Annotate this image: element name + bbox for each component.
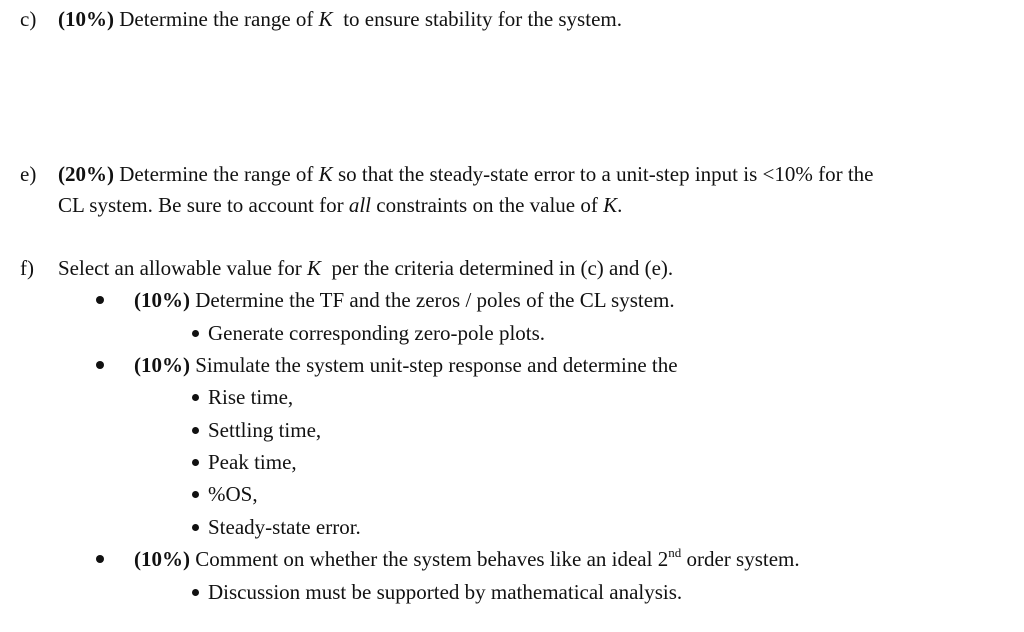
part-f-text xyxy=(58,258,673,279)
task-3-subitem xyxy=(192,582,682,603)
task-2-subitem-4-text: %OS, xyxy=(208,482,258,506)
task-3-bullet xyxy=(96,555,104,563)
task-1-bullet xyxy=(96,296,104,304)
part-c-k: K xyxy=(318,7,333,31)
part-c-weight: (10%) xyxy=(58,7,114,31)
part-e-weight: (20%) xyxy=(58,162,114,186)
task-3-weight: (10%) xyxy=(134,547,190,571)
task-1-subitem xyxy=(192,323,545,344)
task-2-body: Simulate the system unit-step response and determine the xyxy=(190,353,678,377)
task-3-text xyxy=(134,545,800,571)
task-2-subitem-2 xyxy=(192,420,321,441)
task-2-weight: (10%) xyxy=(134,353,190,377)
part-f-text-1: Select an allowable value for xyxy=(58,256,307,280)
part-e-line2-2: constraints on the value of xyxy=(371,193,604,217)
part-f-k: K xyxy=(306,256,321,280)
task-2-subitem-1 xyxy=(192,387,293,408)
part-c-label: c) xyxy=(20,7,37,31)
task-2-subitem-3-text: Peak time, xyxy=(208,450,297,474)
part-e-text-2: so that the steady-state error to a unit-step input is <10% for the xyxy=(332,162,874,186)
part-e-text-line1 xyxy=(58,164,873,185)
task-2-subitem-2-bullet xyxy=(192,427,199,434)
task-1-subitem-text: Generate corresponding zero-pole plots. xyxy=(208,321,546,345)
task-2-text xyxy=(134,355,678,376)
task-2-subitem-1-text: Rise time, xyxy=(208,385,294,409)
part-e-k: K xyxy=(318,162,333,186)
part-e-line2-k: K xyxy=(603,193,618,217)
task-3-subitem-bullet xyxy=(192,589,199,596)
part-e-text-line2 xyxy=(58,195,622,216)
part-c-text xyxy=(58,9,622,30)
task-1-text xyxy=(134,290,675,311)
part-e-text-1: Determine the range of xyxy=(114,162,319,186)
part-f-label: f) xyxy=(20,256,34,280)
task-2-bullet xyxy=(96,361,104,369)
task-2-subitem-2-text: Settling time, xyxy=(208,418,322,442)
task-3-subitem-text: Discussion must be supported by mathematical analysis. xyxy=(208,580,683,604)
task-2-subitem-3-bullet xyxy=(192,459,199,466)
task-3-sup: nd xyxy=(668,545,682,560)
task-2-subitem-3 xyxy=(192,452,297,473)
part-e-line2-em: all xyxy=(348,193,371,217)
task-1-weight: (10%) xyxy=(134,288,190,312)
part-c-text-2: to ensure stability for the system. xyxy=(332,7,622,31)
task-3-body-2: order system. xyxy=(681,547,800,571)
task-2-subitem-5 xyxy=(192,517,361,538)
part-e-line2-1: CL system. Be sure to account for xyxy=(58,193,349,217)
task-1-subitem-bullet xyxy=(192,330,199,337)
task-2-subitem-1-bullet xyxy=(192,394,199,401)
part-e-line2-3: . xyxy=(617,193,623,217)
task-2-subitem-4 xyxy=(192,484,258,505)
task-2-subitem-4-bullet xyxy=(192,491,199,498)
part-f-text-2: per the criteria determined in (c) and (e). xyxy=(321,256,674,280)
task-2-subitem-5-bullet xyxy=(192,524,199,531)
task-1-body: Determine the TF and the zeros / poles of the CL system. xyxy=(190,288,675,312)
task-3-body-1: Comment on whether the system behaves like an ideal 2 xyxy=(190,547,669,571)
part-c-text-1: Determine the range of xyxy=(114,7,319,31)
part-e-label: e) xyxy=(20,162,37,186)
task-2-subitem-5-text: Steady-state error. xyxy=(208,515,361,539)
